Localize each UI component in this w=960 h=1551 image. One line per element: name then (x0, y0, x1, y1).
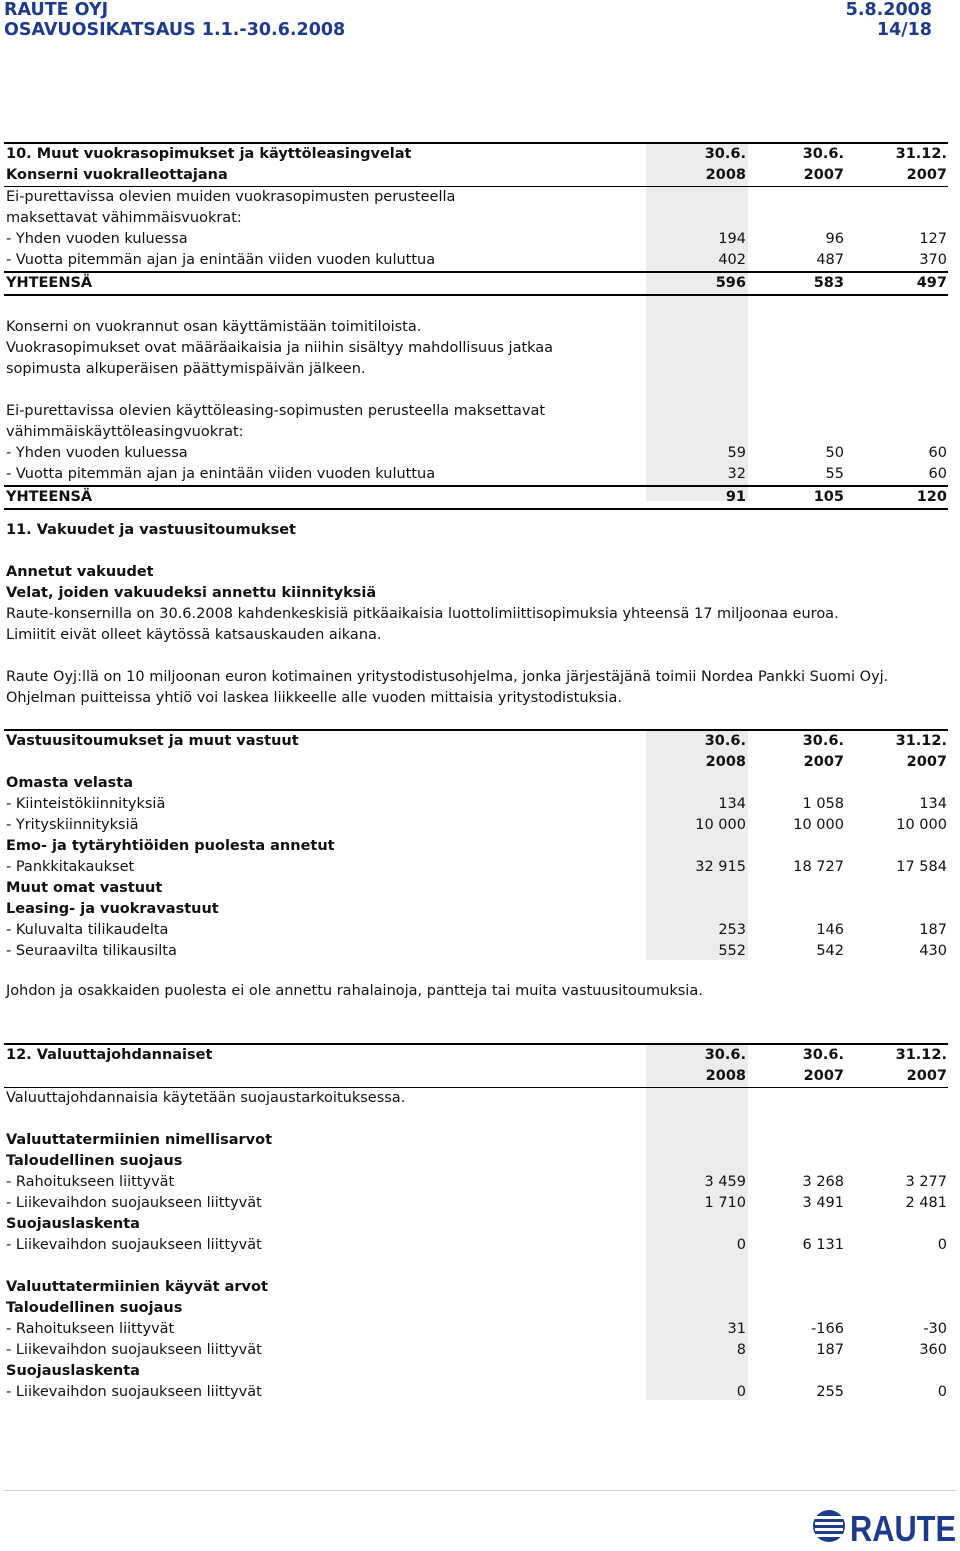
cell: -30 (923, 1321, 947, 1337)
spacer (4, 1109, 948, 1130)
group-label: Suojauslaskenta (6, 1363, 140, 1379)
group-heading (4, 1298, 948, 1319)
row-label: - Liikevaihdon suojaukseen liittyvät (6, 1384, 262, 1400)
cell: 10 000 (896, 817, 947, 833)
cell: 55 (825, 466, 844, 482)
header-company-row (4, 0, 932, 20)
group-label: Emo- ja tytäryhtiöiden puolesta annetut (6, 838, 335, 854)
col-head: 30.6. (802, 733, 844, 749)
collateral-title: 11. Vakuudet ja vastuusitoumukset (6, 522, 296, 538)
cell: 3 277 (905, 1174, 947, 1190)
derivatives-title: 12. Valuuttajohdannaiset (6, 1047, 213, 1063)
collateral-paragraph: Limiitit eivät olleet käytössä katsauskauden aikana. (6, 627, 382, 643)
collateral-sub1: Annetut vakuudet (6, 564, 154, 580)
cell: 6 131 (802, 1237, 844, 1253)
col-head: 31.12. (895, 733, 947, 749)
col-year: 2008 (705, 167, 746, 183)
cell: 3 459 (704, 1174, 746, 1190)
col-year: 2007 (803, 754, 844, 770)
cell: 253 (718, 922, 746, 938)
commitments-title: Vastuusitoumukset ja muut vastuut (6, 733, 299, 749)
row-label: - Pankkitakaukset (6, 859, 135, 875)
group-heading (4, 773, 948, 794)
table-row (4, 794, 948, 815)
col-year: 2007 (906, 754, 947, 770)
cell: 1 710 (704, 1195, 746, 1211)
table-row (4, 1382, 948, 1403)
note-text: sopimusta alkuperäisen päättymispäivän jälkeen. (6, 361, 366, 377)
leases-title: 10. Muut vuokrasopimukset ja käyttöleasingvelat (6, 146, 412, 162)
group-label: Muut omat vastuut (6, 880, 163, 896)
row-label: - Rahoitukseen liittyvät (6, 1321, 175, 1337)
note-row (4, 359, 948, 380)
commitments-year-row (4, 752, 948, 773)
cell: 0 (736, 1237, 746, 1253)
leases-desc-row (4, 186, 948, 208)
col-year: 2007 (803, 167, 844, 183)
leases-desc-row (4, 208, 948, 229)
cell: 487 (816, 252, 844, 268)
derivatives-year-row (4, 1066, 948, 1087)
cell: 105 (813, 489, 844, 505)
group-heading (4, 878, 948, 899)
cell: 552 (718, 943, 746, 959)
col-year: 2008 (705, 1068, 746, 1084)
spacer (4, 1256, 948, 1277)
cell: 134 (718, 796, 746, 812)
cell: 187 (919, 922, 947, 938)
table-row (4, 1193, 948, 1214)
cell: 10 000 (695, 817, 746, 833)
cell: 60 (928, 445, 947, 461)
collateral-sub2: Velat, joiden vakuudeksi annettu kiinnityksiä (6, 585, 377, 601)
footer-divider (4, 1490, 956, 1491)
row-label: - Vuotta pitemmän ajan ja enintään viiden vuoden kuluttua (6, 466, 436, 482)
col-year: 2007 (803, 1068, 844, 1084)
table-row (4, 920, 948, 941)
desc-text: Ei-purettavissa olevien muiden vuokrasopimusten perusteella (6, 189, 456, 205)
row-label: - Kuluvalta tilikaudelta (6, 922, 169, 938)
cell: 0 (736, 1384, 746, 1400)
cell: 8 (736, 1342, 746, 1358)
cell: 32 (727, 466, 746, 482)
group-heading (4, 836, 948, 857)
col-year: 2008 (705, 754, 746, 770)
desc-text: Valuuttajohdannaisia käytetään suojaustarkoituksessa. (6, 1090, 406, 1106)
table-row (4, 443, 948, 464)
cell: 32 915 (695, 859, 746, 875)
group-label: Suojauslaskenta (6, 1216, 140, 1232)
spacer (4, 296, 948, 317)
total-label: YHTEENSÄ (6, 275, 93, 291)
cell: 370 (919, 252, 947, 268)
cell: 127 (919, 231, 947, 247)
note-text: Konserni on vuokrannut osan käyttämistään toimitiloista. (6, 319, 422, 335)
cell: 10 000 (793, 817, 844, 833)
cell: 583 (813, 275, 844, 291)
cell: 187 (816, 1342, 844, 1358)
cell: 59 (727, 445, 746, 461)
row-label: - Liikevaihdon suojaukseen liittyvät (6, 1237, 262, 1253)
cell: 18 727 (793, 859, 844, 875)
row-label: - Liikevaihdon suojaukseen liittyvät (6, 1195, 262, 1211)
cell: 2 481 (905, 1195, 947, 1211)
table-row (4, 1172, 948, 1193)
row-label: - Liikevaihdon suojaukseen liittyvät (6, 1342, 262, 1358)
note-row (4, 338, 948, 359)
col-head: 30.6. (704, 146, 746, 162)
col-head: 30.6. (802, 1047, 844, 1063)
desc-text: vähimmäiskäyttöleasingvuokrat: (6, 424, 244, 440)
raute-logo (812, 1507, 958, 1547)
col-head: 30.6. (704, 733, 746, 749)
cell: 17 584 (896, 859, 947, 875)
group-label: Leasing- ja vuokravastuut (6, 901, 219, 917)
table-row (4, 1319, 948, 1340)
group-heading (4, 1151, 948, 1172)
table-row (4, 857, 948, 878)
group-label: Taloudellinen suojaus (6, 1153, 183, 1169)
cell: 0 (937, 1237, 947, 1253)
cell: 596 (715, 275, 746, 291)
collateral-paragraph: Raute Oyj:llä on 10 miljoonan euron kotimainen yritystodistusohjelma, jonka järjestäjänä toimii Nordea Pankki Suomi Oyj. (6, 669, 889, 685)
table-row (4, 1340, 948, 1361)
cell: 0 (937, 1384, 947, 1400)
row-label: - Vuotta pitemmän ajan ja enintään viiden vuoden kuluttua (6, 252, 436, 268)
group-label: Valuuttatermiinien nimellisarvot (6, 1132, 272, 1148)
group-heading (4, 1277, 948, 1298)
col-head: 31.12. (895, 146, 947, 162)
group-heading (4, 1130, 948, 1151)
cell: 1 058 (802, 796, 844, 812)
row-label: - Kiinteistökiinnityksiä (6, 796, 166, 812)
table-row (4, 941, 948, 962)
collateral-paragraph: Raute-konsernilla on 30.6.2008 kahdenkeskisiä pitkäaikaisia luottolimiittisopimuksia yhteensä 17 miljoonaa euroa. (6, 606, 839, 622)
derivatives-section (4, 1043, 948, 1403)
total-row (4, 487, 948, 510)
col-year: 2007 (906, 167, 947, 183)
group-heading (4, 899, 948, 920)
row-label: - Yrityskiinnityksiä (6, 817, 139, 833)
desc-row (4, 422, 948, 443)
derivatives-desc-row (4, 1087, 948, 1109)
commitments-note: Johdon ja osakkaiden puolesta ei ole annettu rahalainoja, pantteja tai muita vastuusitoumuksia. (6, 983, 703, 999)
col-head: 30.6. (802, 146, 844, 162)
raute-logo-mark (812, 1507, 958, 1547)
cell: 430 (919, 943, 947, 959)
cell: 50 (825, 445, 844, 461)
group-label: Omasta velasta (6, 775, 134, 791)
table-row (4, 815, 948, 836)
cell: 255 (816, 1384, 844, 1400)
note-text: Vuokrasopimukset ovat määräaikaisia ja niihin sisältyy mahdollisuus jatkaa (6, 340, 554, 356)
page-number: 14/18 (876, 20, 932, 40)
group-label: Valuuttatermiinien käyvät arvot (6, 1279, 268, 1295)
cell: 60 (928, 466, 947, 482)
cell: 134 (919, 796, 947, 812)
leases-subtitle: Konserni vuokralleottajana (6, 167, 228, 183)
desc-text: Ei-purettavissa olevien käyttöleasing-sopimusten perusteella maksettavat (6, 403, 546, 419)
cell: 31 (727, 1321, 746, 1337)
col-head: 30.6. (704, 1047, 746, 1063)
commitments-title-row (4, 729, 948, 752)
report-title: OSAVUOSIKATSAUS 1.1.-30.6.2008 (4, 20, 346, 40)
report-date: 5.8.2008 (845, 0, 932, 20)
company-name: RAUTE OYJ (4, 0, 109, 20)
leases-title-row (4, 142, 948, 165)
cell: 91 (725, 489, 746, 505)
cell: 402 (718, 252, 746, 268)
cell: 96 (825, 231, 844, 247)
table-row (4, 250, 948, 273)
note-row (4, 317, 948, 338)
collateral-paragraph: Ohjelman puitteissa yhtiö voi laskea liikkeelle alle vuoden mittaisia yritystodistuksia. (6, 690, 622, 706)
cell: 146 (816, 922, 844, 938)
row-label: - Yhden vuoden kuluessa (6, 445, 188, 461)
commitments-section (4, 729, 948, 962)
cell: 497 (916, 275, 947, 291)
derivatives-title-row (4, 1043, 948, 1066)
row-label: - Seuraavilta tilikausilta (6, 943, 177, 959)
desc-row (4, 401, 948, 422)
total-row (4, 273, 948, 296)
col-head: 31.12. (895, 1047, 947, 1063)
table-row (4, 1235, 948, 1256)
spacer (4, 380, 948, 401)
cell: 3 491 (802, 1195, 844, 1211)
cell: 360 (919, 1342, 947, 1358)
total-label: YHTEENSÄ (6, 489, 93, 505)
cell: 120 (916, 489, 947, 505)
col-year: 2007 (906, 1068, 947, 1084)
cell: 3 268 (802, 1174, 844, 1190)
group-label: Taloudellinen suojaus (6, 1300, 183, 1316)
cell: -166 (811, 1321, 844, 1337)
leases-subtitle-row (4, 165, 948, 186)
group-heading (4, 1361, 948, 1382)
table-row (4, 464, 948, 487)
leases-section (4, 142, 948, 510)
header-report-row (4, 20, 932, 40)
row-label: - Rahoitukseen liittyvät (6, 1174, 175, 1190)
desc-text: maksettavat vähimmäisvuokrat: (6, 210, 242, 226)
logo-wordmark: RAUTE (850, 1508, 956, 1547)
cell: 194 (718, 231, 746, 247)
table-row (4, 229, 948, 250)
cell: 542 (816, 943, 844, 959)
row-label: - Yhden vuoden kuluessa (6, 231, 188, 247)
group-heading (4, 1214, 948, 1235)
